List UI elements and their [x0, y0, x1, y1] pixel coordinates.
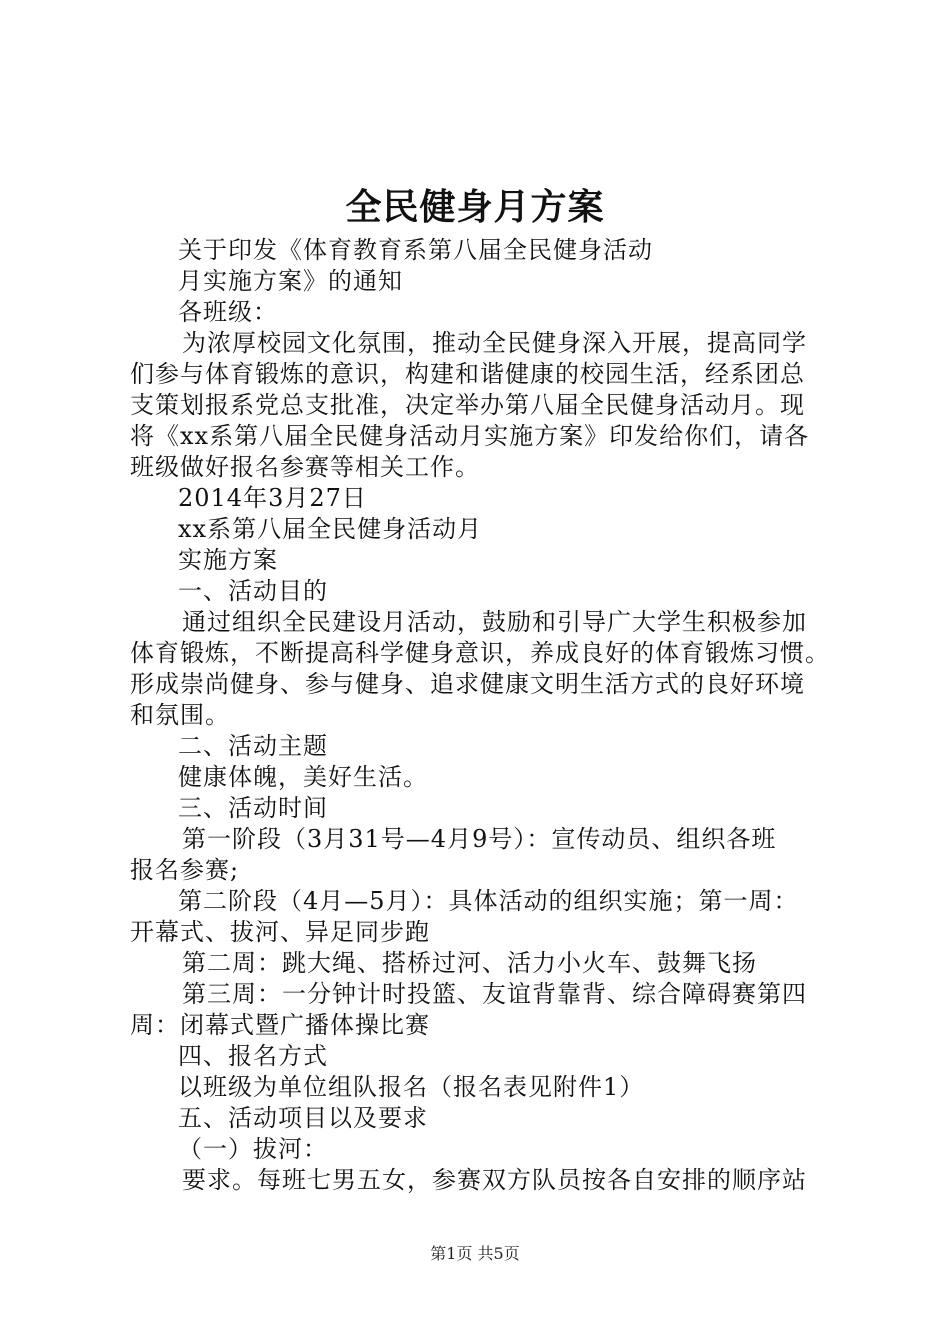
paragraph-line: 第二周：跳大绳、搭桥过河、活力小火车、鼓舞飞扬: [182, 949, 757, 977]
paragraph-line: 报名参赛;: [130, 856, 240, 884]
paragraph-line: 为浓厚校园文化氛围，推动全民健身深入开展，提高同学: [182, 329, 807, 357]
section-heading-purpose: 一、活动目的: [178, 577, 328, 605]
paragraph-line: 第一阶段（3月31号—4月9号）：宣传动员、组织各班: [182, 825, 777, 853]
paragraph-line: 通过组织全民建设月活动，鼓励和引导广大学生积极参加: [182, 608, 807, 636]
salutation: 各班级：: [178, 298, 278, 326]
plan-title-line-2: 实施方案: [178, 546, 278, 574]
theme-text: 健康体魄，美好生活。: [178, 763, 428, 791]
document-title: 全民健身月方案: [345, 187, 605, 228]
paragraph-line: 要求。每班七男五女，参赛双方队员按各自安排的顺序站: [182, 1166, 807, 1194]
notice-heading-line-2: 月实施方案》的通知: [178, 267, 403, 295]
section-heading-registration: 四、报名方式: [178, 1042, 328, 1070]
subsection-heading-tug-of-war: （一）拔河：: [178, 1135, 328, 1163]
section-heading-time: 三、活动时间: [178, 794, 328, 822]
paragraph-line: 第二阶段（4月—5月）：具体活动的组织实施；第一周：: [178, 887, 799, 915]
paragraph-line: 将《xx系第八届全民健身活动月实施方案》印发给你们，请各: [130, 422, 810, 450]
document-body: [130, 235, 830, 1196]
page-footer: 第1页 共5页: [430, 1244, 520, 1263]
paragraph-line: 第三周：一分钟计时投篮、友谊背靠背、综合障碍赛第四: [182, 980, 807, 1008]
paragraph-line: 们参与体育锻炼的意识，构建和谐健康的校园生活，经系团总: [130, 360, 805, 388]
plan-title-line-1: xx系第八届全民健身活动月: [178, 515, 483, 543]
paragraph-line: 支策划报系党总支批准，决定举办第八届全民健身活动月。现: [130, 391, 805, 419]
paragraph-line: 周：闭幕式暨广播体操比赛: [130, 1011, 430, 1039]
registration-text: 以班级为单位组队报名（报名表见附件1）: [178, 1073, 645, 1101]
paragraph-line: 开幕式、拔河、异足同步跑: [130, 918, 430, 946]
paragraph-line: 体育锻炼，不断提高科学健身意识，养成良好的体育锻炼习惯。: [130, 639, 830, 667]
paragraph-line: 和氛围。: [130, 701, 230, 729]
notice-date: 2014年3月27日: [178, 484, 367, 512]
paragraph-line: 班级做好报名参赛等相关工作。: [130, 453, 480, 481]
section-heading-theme: 二、活动主题: [178, 732, 328, 760]
paragraph-line: 形成崇尚健身、参与健身、追求健康文明生活方式的良好环境: [130, 670, 805, 698]
section-heading-events: 五、活动项目以及要求: [178, 1104, 428, 1132]
notice-heading-line-1: 关于印发《体育教育系第八届全民健身活动: [178, 236, 653, 264]
